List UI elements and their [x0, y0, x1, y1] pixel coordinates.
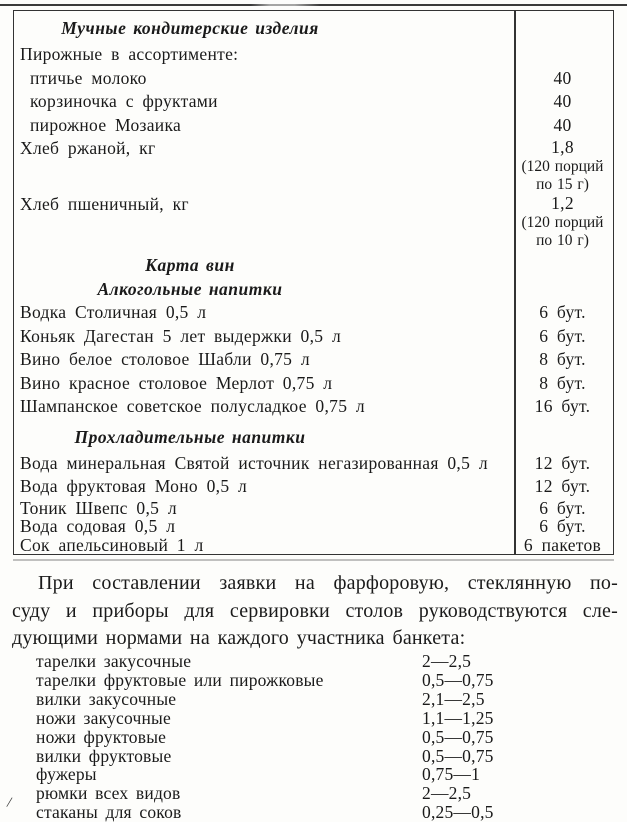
item-quantity: 40 — [553, 67, 572, 88]
item-quantity-cell — [514, 193, 613, 249]
item-quantity-cell — [514, 114, 613, 138]
item-quantity-cell — [514, 43, 613, 67]
item-quantity-cell — [514, 499, 613, 518]
section-heading: Алкогольные напитки — [97, 279, 283, 299]
item-quantity: 40 — [553, 114, 572, 135]
item-label: корзиночка с фруктами — [30, 91, 218, 111]
item-label: Тоник Швепс 0,5 л — [20, 497, 177, 518]
norm-value: 0,5—0,75 — [422, 669, 494, 690]
norm-value: 0,75—1 — [422, 764, 481, 785]
norm-item — [36, 728, 602, 747]
paragraph-line: При составлении заявки на фарфоровую, стеклянную по- — [38, 572, 618, 594]
item-quantity-cell — [514, 90, 613, 114]
item-quantity-cell — [514, 475, 613, 499]
norm-label: фужеры — [36, 764, 97, 785]
item-quantity: 6 бут. — [539, 325, 586, 346]
item-note-line: (120 порций — [521, 158, 604, 175]
norm-label: вилки фруктовые — [36, 745, 172, 766]
tableware-norms-list — [36, 652, 602, 822]
item-quantity: 6 бут. — [539, 516, 586, 536]
item-label: Вода минеральная Святой источник негазированная 0,5 л — [20, 452, 488, 473]
table-row — [14, 372, 613, 396]
item-quantity-cell — [514, 325, 613, 349]
item-quantity: 1,8 — [551, 137, 574, 157]
item-label: Водка Столичная 0,5 л — [20, 302, 207, 322]
item-label: Вино белое столовое Шабли 0,75 л — [20, 349, 310, 369]
norm-value: 2,1—2,5 — [422, 688, 485, 709]
item-note-line: по 10 г) — [536, 231, 589, 249]
table-row — [14, 43, 613, 67]
item-quantity-cell — [514, 536, 613, 555]
item-quantity-cell — [514, 452, 613, 476]
norm-label: ножи закусочные — [36, 707, 171, 728]
section-heading: Мучные кондитерские изделия — [61, 18, 319, 38]
norm-value: 2—2,5 — [422, 651, 472, 671]
item-quantity-cell — [514, 395, 613, 419]
table-row — [14, 67, 613, 91]
table-row — [14, 452, 613, 476]
norm-value: 1,1—1,25 — [422, 707, 494, 728]
table-row — [14, 499, 613, 518]
table-row — [14, 325, 613, 349]
norm-item — [36, 709, 602, 728]
table-row — [14, 475, 613, 499]
table-column-divider — [514, 11, 516, 554]
item-quantity-cell — [514, 517, 613, 536]
item-quantity-cell — [514, 67, 613, 91]
norm-label: вилки закусочные — [36, 688, 177, 709]
item-quantity-cell — [514, 137, 613, 193]
norm-label: тарелки фруктовые или пирожковые — [36, 669, 324, 690]
menu-section — [14, 425, 613, 555]
item-quantity: 6 бут. — [539, 497, 586, 518]
item-quantity-cell — [514, 301, 613, 325]
menu-section — [14, 16, 613, 249]
section-heading: Карта вин — [145, 255, 235, 275]
item-quantity: 8 бут. — [539, 372, 586, 393]
section-heading: Прохладительные напитки — [74, 426, 306, 447]
norm-label: тарелки закусочные — [36, 651, 192, 671]
norm-label: ножи фруктовые — [36, 726, 167, 747]
table-row — [14, 193, 613, 249]
item-label: Вино красное столовое Мерлот 0,75 л — [20, 372, 333, 393]
norm-value: 0,25—0,5 — [422, 802, 494, 822]
item-quantity: 1,2 — [551, 193, 574, 213]
item-quantity: 40 — [553, 91, 572, 111]
norm-item — [36, 747, 602, 766]
item-note-line: по 15 г) — [536, 175, 589, 193]
scan-artifact-mark: / — [5, 794, 13, 812]
item-label: птичье молоко — [30, 67, 147, 88]
item-label: Хлеб ржаной, кг — [20, 138, 156, 158]
item-quantity: 6 бут. — [539, 302, 586, 322]
norm-item — [36, 671, 602, 690]
menu-section — [14, 253, 613, 419]
norm-value: 0,5—0,75 — [422, 745, 494, 766]
norm-item — [36, 652, 602, 671]
item-quantity: 6 пакетов — [523, 534, 602, 555]
table-row — [14, 395, 613, 419]
table-row — [14, 114, 613, 138]
item-quantity: 12 бут. — [534, 452, 591, 473]
norm-value: 0,5—0,75 — [422, 726, 494, 747]
norm-value: 2—2,5 — [422, 783, 472, 804]
item-label: Сок апельсиновый 1 л — [20, 534, 204, 555]
table-row — [14, 348, 613, 372]
banquet-menu-table — [13, 10, 614, 555]
norm-item — [36, 784, 602, 803]
norm-label: рюмки всех видов — [36, 783, 181, 804]
item-label: Хлеб пшеничный, кг — [20, 194, 189, 214]
item-quantity: 12 бут. — [534, 476, 591, 496]
paragraph-line: дующими нормами на каждого участника банкета: — [12, 627, 466, 650]
item-label: Шампанское советское полусладкое 0,75 л — [20, 396, 365, 416]
item-label: пирожное Мозаика — [30, 114, 182, 135]
item-label: Вода содовая 0,5 л — [20, 516, 176, 536]
table-row — [14, 301, 613, 325]
item-note-line: (120 порций — [521, 214, 604, 231]
item-label: Пирожные в ассортименте: — [20, 44, 239, 64]
item-quantity: 8 бут. — [539, 349, 586, 369]
table-bottom-shadow-line — [13, 559, 614, 561]
norms-paragraph — [12, 570, 618, 653]
table-row — [14, 90, 613, 114]
table-row — [14, 517, 613, 536]
norm-item — [36, 765, 602, 784]
norm-item — [36, 690, 602, 709]
item-label: Вода фруктовая Моно 0,5 л — [20, 476, 248, 496]
menu-table-body — [14, 16, 613, 554]
item-label: Коньяк Дагестан 5 лет выдержки 0,5 л — [20, 325, 342, 346]
item-quantity: 16 бут. — [534, 396, 591, 416]
table-row — [14, 536, 613, 555]
item-quantity-cell — [514, 348, 613, 372]
page-top-rule — [0, 4, 627, 6]
norm-label: стаканы для соков — [36, 802, 182, 822]
paragraph-line: суду и приборы для сервировки столов руководствуются сле- — [12, 599, 618, 622]
item-quantity-cell — [514, 372, 613, 396]
norm-item — [36, 803, 602, 822]
table-row — [14, 137, 613, 193]
